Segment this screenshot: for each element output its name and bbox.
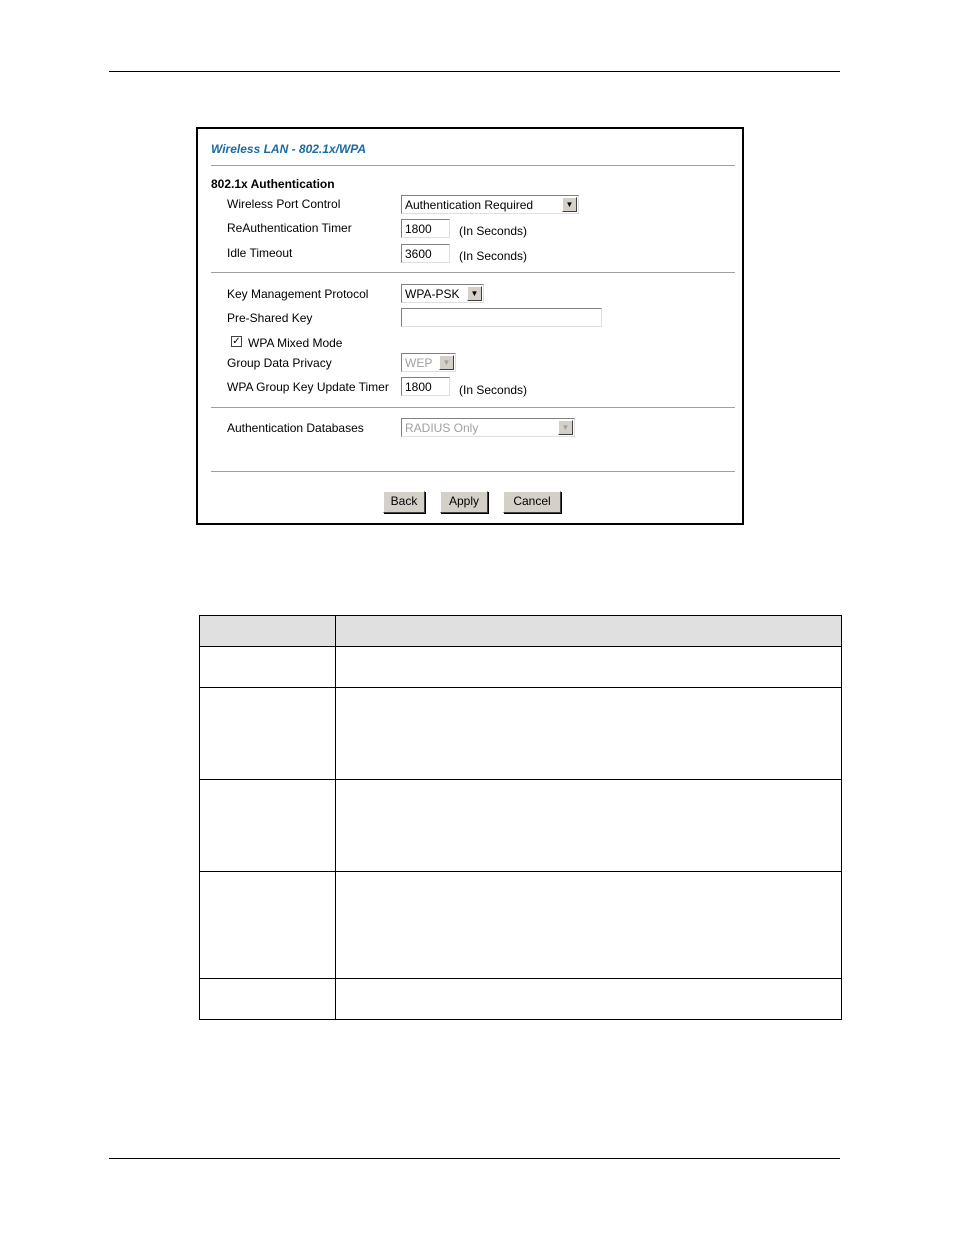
reauth-timer-input[interactable] [401, 219, 450, 238]
group-key-timer-label: WPA Group Key Update Timer [227, 380, 389, 394]
panel-title: Wireless LAN - 802.1x/WPA [211, 142, 367, 156]
separator [211, 165, 735, 167]
group-privacy-value: WEP [405, 356, 433, 370]
separator [211, 407, 735, 409]
table-cell [200, 872, 336, 979]
table-cell [336, 872, 842, 979]
table-row [200, 979, 842, 1020]
description-table [199, 615, 842, 1020]
footer-rule [109, 1158, 840, 1159]
header-rule [109, 71, 840, 72]
table-row [200, 647, 842, 688]
group-key-timer-unit: (In Seconds) [459, 383, 528, 397]
idle-timeout-label: Idle Timeout [227, 246, 293, 260]
table-row [200, 780, 842, 872]
table-cell [200, 647, 336, 688]
auth-db-label: Authentication Databases [227, 421, 364, 435]
chevron-down-icon[interactable]: ▼ [562, 197, 577, 212]
table-cell [336, 780, 842, 872]
table-row [200, 872, 842, 979]
checkmark-icon: ✓ [232, 336, 241, 347]
apply-button[interactable]: Apply [440, 491, 488, 513]
idle-timeout-input[interactable] [401, 244, 450, 263]
separator [211, 272, 735, 274]
key-mgmt-select[interactable] [401, 284, 484, 303]
table-cell [336, 647, 842, 688]
table-header-cell [200, 616, 336, 647]
wireless-port-control-label: Wireless Port Control [227, 197, 341, 211]
back-button[interactable]: Back [383, 491, 425, 513]
table-row [200, 688, 842, 780]
separator [211, 471, 735, 473]
table-header-cell [336, 616, 842, 647]
table-header-row [200, 616, 842, 647]
chevron-down-icon[interactable]: ▼ [558, 420, 573, 435]
table-cell [200, 780, 336, 872]
reauth-timer-unit: (In Seconds) [459, 224, 528, 238]
wpa-mixed-mode-label: WPA Mixed Mode [248, 336, 343, 350]
auth-db-select[interactable] [401, 418, 575, 437]
key-mgmt-value: WPA-PSK [405, 287, 460, 301]
psk-input[interactable] [401, 308, 602, 327]
wireless-lan-8021x-wpa-panel [196, 127, 744, 525]
group-privacy-label: Group Data Privacy [227, 356, 332, 370]
table-cell [200, 688, 336, 780]
group-privacy-select[interactable] [401, 353, 456, 372]
wireless-port-control-value: Authentication Required [405, 198, 534, 212]
table-cell [336, 688, 842, 780]
wpa-mixed-mode-checkbox[interactable] [231, 336, 242, 347]
chevron-down-icon[interactable]: ▼ [439, 355, 454, 370]
psk-label: Pre-Shared Key [227, 311, 313, 325]
key-mgmt-label: Key Management Protocol [227, 287, 369, 301]
table-cell [336, 979, 842, 1020]
idle-timeout-unit: (In Seconds) [459, 249, 528, 263]
group-key-timer-input[interactable] [401, 377, 450, 396]
chevron-down-icon[interactable]: ▼ [467, 286, 482, 301]
section-title: 802.1x Authentication [211, 177, 335, 191]
reauth-timer-label: ReAuthentication Timer [227, 221, 352, 235]
table-cell [200, 979, 336, 1020]
cancel-button[interactable]: Cancel [503, 491, 561, 513]
wireless-port-control-select[interactable] [401, 195, 579, 214]
auth-db-value: RADIUS Only [405, 421, 479, 435]
